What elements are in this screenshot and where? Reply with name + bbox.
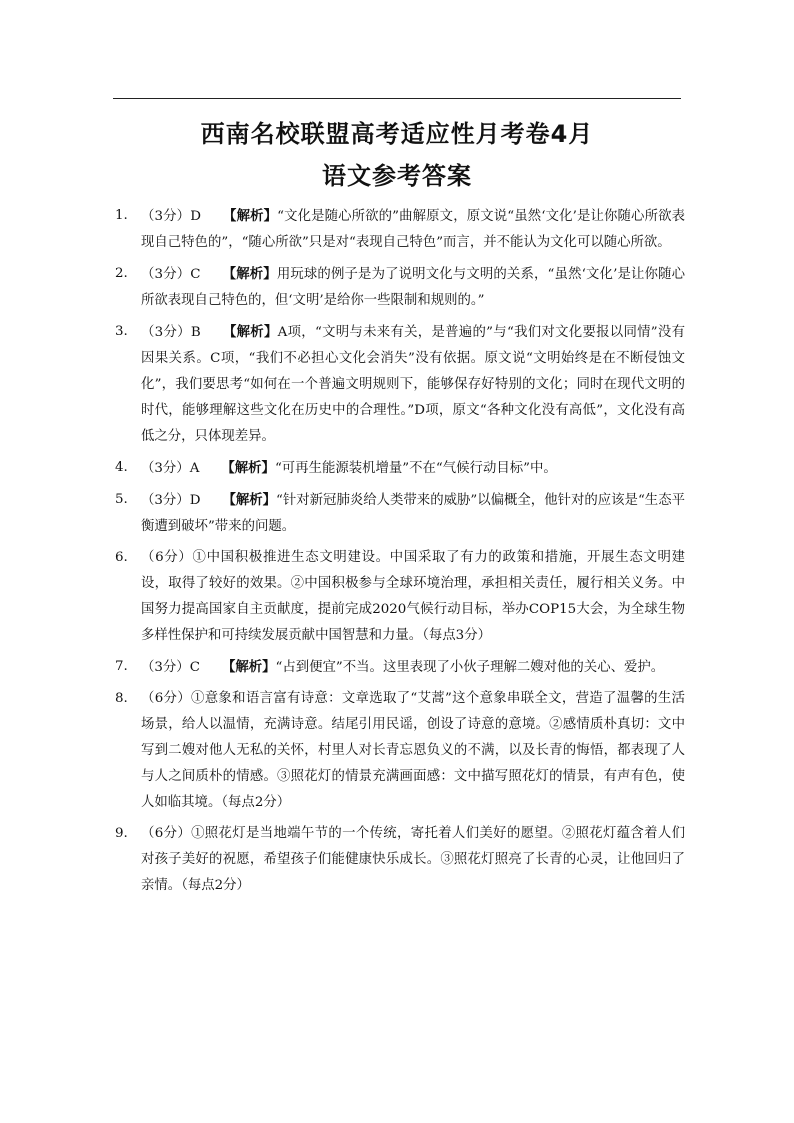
- analysis-tag: 【解析】: [222, 208, 278, 224]
- item-text: ①中国积极推进生态文明建设。中国采取了有力的政策和措施，开展生态文明建设，取得了较好的效果。②中国积极参与全球环境治理，承担相关责任，履行相关义务。中国努力提高国家自主贡献度，提前完成2020气候行动目标，举办COP15大会，为全球生物多样性保护和可持续发展贡献中国智慧和力量。（每点3分）: [141, 550, 685, 643]
- item-score: （3分）: [141, 493, 190, 508]
- item-answer: B: [190, 325, 201, 340]
- item-number: 1.: [115, 208, 128, 223]
- item-score: （6分）: [141, 826, 192, 841]
- header-rule: [113, 98, 681, 99]
- answer-item-1: [115, 203, 685, 256]
- item-score: （3分）: [141, 325, 191, 340]
- item-text: ①意象和语言富有诗意：文章选取了“艾蒿”这个意象串联全文，营造了温馨的生活场景，给人以温情，充满诗意。结尾引用民谣，创设了诗意的意境。②感情质朴真切：文中写到二嫂对他人无私的关怀，村里人对长青忘恩负义的不满，以及长青的悔悟，都表现了人与人之间质朴的情感。③照花灯的情景充满画面感：文中描写照花灯的情景，有声有色，使人如临其境。（每点2分）: [141, 691, 685, 810]
- answer-item-2: [115, 261, 685, 314]
- answer-item-4: [115, 455, 685, 482]
- item-answer: A: [189, 461, 200, 476]
- item-number: 8.: [115, 691, 128, 706]
- item-number: 3.: [115, 324, 128, 339]
- item-number: 2.: [115, 266, 128, 281]
- item-score: （3分）: [141, 267, 191, 282]
- item-answer: D: [189, 493, 201, 508]
- answer-item-8: [115, 686, 685, 816]
- answer-list: [115, 203, 685, 904]
- analysis-tag: 【解析】: [222, 266, 277, 282]
- analysis-tag: 【解析】: [222, 324, 278, 340]
- item-number: 4.: [115, 460, 128, 475]
- page-title: 西南名校联盟高考适应性月考卷4月: [200, 120, 594, 148]
- item-number: 5.: [115, 492, 128, 507]
- item-number: 7.: [115, 659, 128, 674]
- item-answer: D: [190, 209, 201, 224]
- item-score: （3分）: [141, 209, 191, 224]
- item-number: 9.: [115, 826, 128, 841]
- item-text: “针对新冠肺炎给人类带来的威胁”以偏概全，他针对的应该是“生态平衡遭到破坏”带来的问题。: [141, 493, 685, 534]
- answer-item-7: [115, 654, 685, 681]
- item-text: 用玩球的例子是为了说明文化与文明的关系，“虽然‘文化’是让你随心所欲表现自己特色的，但‘文明’是给你一些限制和规则的。”: [141, 267, 686, 308]
- answer-item-3: [115, 319, 685, 450]
- answer-item-6: [115, 545, 685, 649]
- item-number: 6.: [115, 550, 128, 565]
- analysis-tag: 【解析】: [221, 659, 276, 675]
- item-answer: C: [190, 267, 201, 282]
- item-score: （3分）: [141, 461, 190, 476]
- item-text: A项，“文明与未来有关，是普遍的”与“我们对文化要报以同情”没有因果关系。C项，“我们不必担心文化会消失”没有依据。原文说“文明始终是在不断侵蚀文化”，我们要思考“如何在一个普遍文明规则下，能够保存好特别的文化；同时在现代文明的时代，能够理解这些文化在历史中的合理性。”D项，原文“各种文化没有高低”，文化没有高低之分，只体现差异。: [141, 325, 685, 444]
- answer-item-5: [115, 487, 685, 540]
- item-text: “占到便宜”不当。这里表现了小伙子理解二嫂对他的关心、爱护。: [275, 660, 665, 675]
- answer-item-9: [115, 821, 685, 899]
- item-score: （6分）: [141, 691, 191, 706]
- item-text: “文化是随心所欲的”曲解原文，原文说“虽然‘文化’是让你随心所欲表现自己特色的”，“随心所欲”只是对“表现自己特色”而言，并不能认为文化可以随心所欲。: [141, 209, 685, 250]
- item-score: （6分）: [141, 550, 193, 565]
- item-answer: C: [189, 660, 200, 675]
- item-text: “可再生能源装机增量”不在“气候行动目标”中。: [274, 461, 557, 476]
- page-subtitle: 语文参考答案: [322, 162, 472, 190]
- analysis-tag: 【解析】: [222, 492, 277, 508]
- item-text: ①照花灯是当地端午节的一个传统，寄托着人们美好的愿望。②照花灯蕴含着人们对孩子美好的祝愿，希望孩子们能健康快乐成长。③照花灯照亮了长青的心灵，让他回归了亲情。（每点2分）: [141, 826, 685, 893]
- item-score: （3分）: [141, 660, 190, 675]
- analysis-tag: 【解析】: [221, 460, 275, 476]
